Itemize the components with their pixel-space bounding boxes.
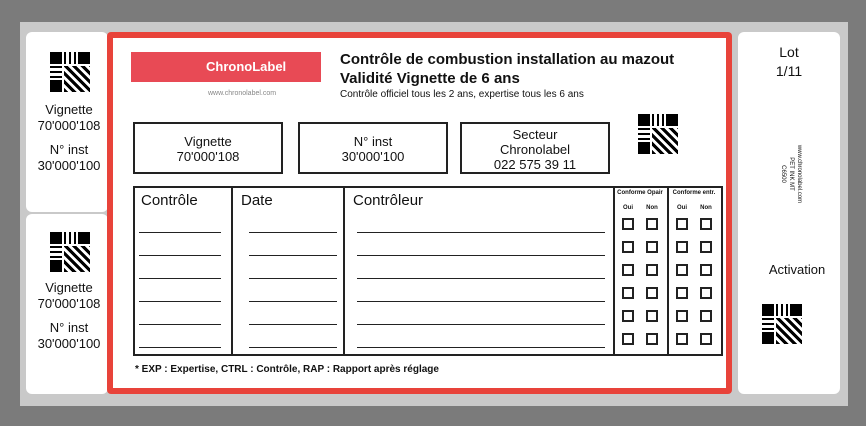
label-body: [113, 38, 726, 388]
checkbox[interactable]: [646, 218, 658, 230]
checkbox[interactable]: [622, 287, 634, 299]
write-line: [139, 301, 221, 302]
vignette-box: [133, 122, 283, 174]
footnote: * EXP : Expertise, CTRL : Contrôle, RAP : Rapport après réglage: [135, 364, 439, 375]
oui-label: Oui: [623, 205, 633, 211]
printer-info-text: www.chronolabel.com PET INK MT C6500: [780, 144, 802, 204]
write-line: [249, 278, 337, 279]
write-line: [249, 301, 337, 302]
secteur-name: Chronolabel: [499, 142, 571, 157]
col-controleur-header: Contrôleur: [353, 192, 424, 209]
column-divider: [667, 188, 669, 354]
checkbox[interactable]: [622, 333, 634, 345]
checkbox[interactable]: [646, 264, 658, 276]
checkbox[interactable]: [700, 218, 712, 230]
lot-value: 1/11: [775, 63, 803, 79]
write-line: [357, 324, 605, 325]
checkbox[interactable]: [646, 333, 658, 345]
stub-inst-number: 30'000'100: [37, 158, 101, 173]
activation-label: Activation: [768, 262, 826, 277]
title-line-1: Contrôle de combustion installation au mazout: [340, 51, 675, 68]
checkbox[interactable]: [676, 287, 688, 299]
write-line: [139, 324, 221, 325]
checkbox[interactable]: [676, 333, 688, 345]
stub-vignette-label: Vignette: [45, 102, 93, 117]
col-date-header: Date: [241, 192, 273, 209]
lot-label: Lot: [779, 44, 799, 60]
write-line: [357, 278, 605, 279]
checkbox[interactable]: [700, 287, 712, 299]
vignette-box-label: Vignette: [184, 134, 232, 149]
conforme-opair-header: Conforme Opair: [617, 190, 663, 196]
stub-inst-number: 30'000'100: [37, 336, 101, 351]
secteur-phone: 022 575 39 11: [493, 157, 577, 172]
checkbox[interactable]: [622, 264, 634, 276]
left-stub-bottom: [26, 214, 108, 394]
secteur-label: Secteur: [512, 127, 558, 142]
left-stub-top: [26, 32, 108, 212]
inst-box-value: 30'000'100: [341, 149, 405, 164]
checkbox[interactable]: [622, 218, 634, 230]
checkbox[interactable]: [646, 241, 658, 253]
column-divider: [613, 188, 615, 354]
write-line: [357, 301, 605, 302]
checkbox[interactable]: [676, 310, 688, 322]
write-line: [139, 255, 221, 256]
write-line: [357, 232, 605, 233]
non-label: Non: [700, 205, 712, 211]
write-line: [249, 232, 337, 233]
secteur-box: [460, 122, 610, 174]
qr-code-icon: [50, 232, 90, 272]
checkbox[interactable]: [676, 241, 688, 253]
write-line: [139, 232, 221, 233]
column-divider: [343, 188, 345, 354]
write-line: [249, 324, 337, 325]
checkbox[interactable]: [676, 218, 688, 230]
write-line: [249, 347, 337, 348]
non-label: Non: [646, 205, 658, 211]
checkbox[interactable]: [622, 310, 634, 322]
checkbox[interactable]: [646, 287, 658, 299]
logo-text: ChronoLabel: [206, 59, 287, 74]
checkbox[interactable]: [700, 333, 712, 345]
stub-inst-label: N° inst: [49, 142, 89, 157]
stub-vignette-number: 70'000'108: [37, 296, 101, 311]
checkbox[interactable]: [700, 264, 712, 276]
checkbox[interactable]: [700, 310, 712, 322]
right-stub: [738, 32, 840, 394]
write-line: [357, 255, 605, 256]
chronolabel-logo: [131, 52, 321, 82]
label-subtitle: Contrôle officiel tous les 2 ans, expertise tous les 6 ans: [340, 89, 584, 100]
conforme-entr-header: Conforme entr.: [672, 190, 716, 196]
stub-inst-label: N° inst: [49, 320, 89, 335]
label-title: [340, 50, 674, 88]
title-line-2: Validité Vignette de 6 ans: [340, 70, 520, 87]
oui-label: Oui: [677, 205, 687, 211]
write-line: [249, 255, 337, 256]
checkbox[interactable]: [646, 310, 658, 322]
qr-code-icon: [638, 114, 692, 168]
inst-box: [298, 122, 448, 174]
stub-vignette-label: Vignette: [45, 280, 93, 295]
column-divider: [231, 188, 233, 354]
inst-box-label: N° inst: [353, 134, 393, 149]
write-line: [139, 347, 221, 348]
qr-code-icon: [50, 52, 90, 92]
write-line: [139, 278, 221, 279]
checkbox[interactable]: [622, 241, 634, 253]
main-label: [107, 32, 732, 394]
vignette-box-value: 70'000'108: [176, 149, 240, 164]
checkbox[interactable]: [676, 264, 688, 276]
qr-code-icon: [762, 304, 818, 360]
logo-url: www.chronolabel.com: [208, 90, 277, 97]
stub-vignette-number: 70'000'108: [37, 118, 101, 133]
control-table: [133, 186, 723, 356]
checkbox[interactable]: [700, 241, 712, 253]
col-controle-header: Contrôle: [141, 192, 198, 209]
write-line: [357, 347, 605, 348]
